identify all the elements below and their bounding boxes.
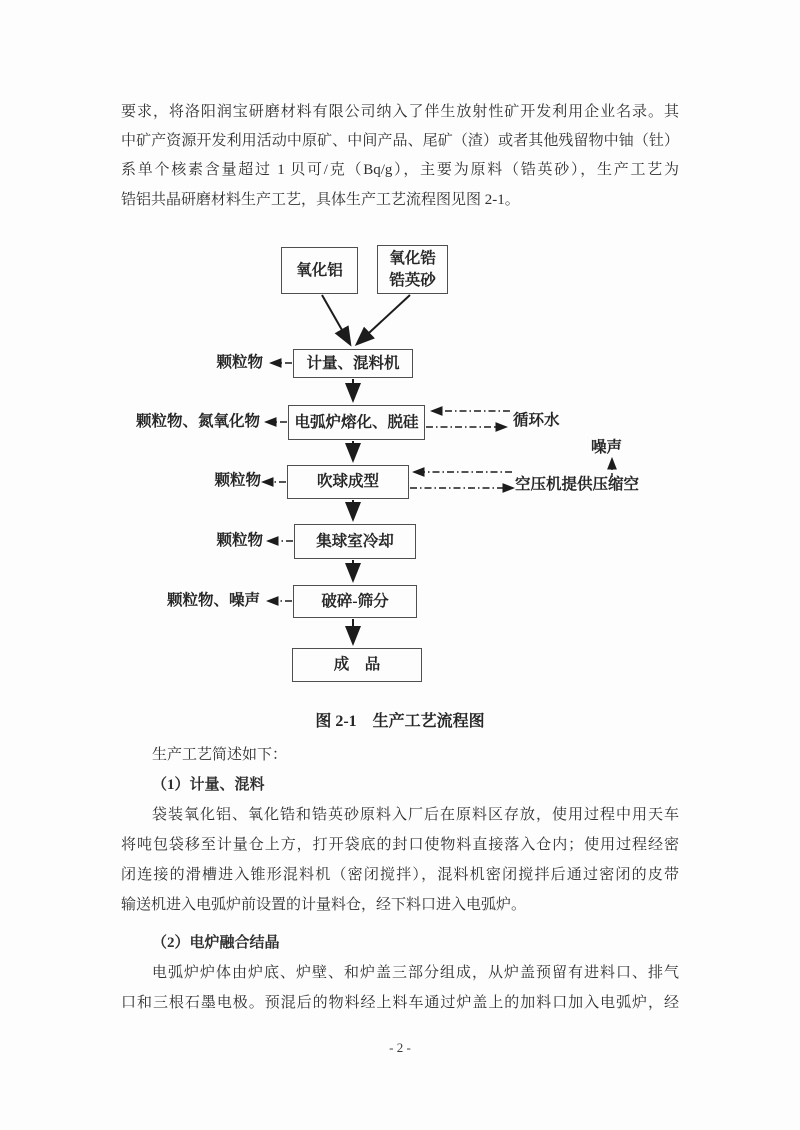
flow-box-arc-furnace (288, 405, 425, 440)
page-number: - 2 - (389, 1040, 411, 1055)
figure-caption: 图 2-1 生产工艺流程图 (315, 713, 485, 730)
label-circulating-water: 循环水 (513, 412, 560, 429)
flow-box-label: 集球室冷却 (316, 532, 394, 550)
para1-line: 袋装氧化铝、氧化锆和锆英砂原料入厂后在原料区存放，使用过程中用天车 (152, 807, 679, 823)
emission-label-particulate-1: 颗粒物 (216, 354, 263, 371)
label-noise: 噪声 (591, 439, 623, 456)
emission-label-particulate-noise: 颗粒物、噪声 (166, 592, 260, 609)
para1-line: 闭连接的滑槽进入锥形混料机（密闭搅拌），混料机密闭搅拌后通过密闭的皮带 (121, 867, 679, 883)
section-heading-1: （1）计量、混料 (152, 777, 265, 793)
flow-box-label: 氧化铝 (296, 261, 343, 279)
flow-box-blow-forming (287, 465, 409, 499)
para2-line: 口和三根石墨电极。预混后的物料经上料车通过炉盖上的加料口加入电弧炉，经 (121, 995, 679, 1011)
intro-line: 要求，将洛阳润宝研磨材料有限公司纳入了伴生放射性矿开发利用企业名录。其 (121, 104, 679, 120)
flow-box-label: 锆英砂 (389, 271, 436, 289)
flow-box-crushing (293, 585, 417, 618)
flow-box-zirconia (377, 245, 448, 294)
flow-box-label: 吹球成型 (316, 473, 379, 490)
label-compressed-air: 空压机提供压缩空 (515, 476, 640, 493)
flow-box-label: 氧化锆 (389, 249, 436, 267)
flow-box-mixing (293, 349, 413, 378)
arrow-alumina-to-mixing (322, 295, 350, 344)
emission-label-particulate-3: 颗粒物 (216, 532, 263, 549)
flow-box-label: 计量、混料机 (306, 354, 400, 372)
para2-line: 电弧炉炉体由炉底、炉壁、和炉盖三部分组成，从炉盖预留有进料口、排气 (152, 965, 679, 981)
arrow-zirconia-to-mixing (357, 295, 410, 344)
para1-line: 将吨包袋移至计量仓上方，打开袋底的封口使物料直接落入仓内；使用过程经密 (121, 837, 679, 853)
flow-box-alumina (281, 247, 358, 294)
section-heading-2: （2）电炉融合结晶 (152, 935, 280, 951)
intro-line: 中矿产资源开发利用活动中原矿、中间产品、尾矿（渣）或者其他残留物中铀（钍） (121, 133, 679, 149)
flow-box-product (292, 648, 422, 682)
flow-box-label: 破碎-筛分 (321, 592, 389, 610)
process-description (121, 740, 679, 1018)
flow-box-label: 电弧炉熔化、脱硅 (294, 413, 419, 431)
flow-box-label: 成 品 (333, 656, 381, 673)
lead-line: 生产工艺简述如下： (152, 747, 288, 763)
intro-line: 系单个核素含量超过 1 贝可/克（Bq/g），主要为原料（锆英砂），生产工艺为 (121, 162, 679, 178)
para1-line: 输送机进入电弧炉前设置的计量料仓，经下料口进入电弧炉。 (121, 897, 527, 913)
emission-label-particulate-nox: 颗粒物、氮氧化物 (135, 413, 260, 430)
intro-line: 锆铝共晶研磨材料生产工艺，具体生产工艺流程图见图 2-1。 (121, 192, 520, 208)
emission-label-particulate-2: 颗粒物 (214, 472, 261, 489)
flow-box-cooling (294, 524, 416, 559)
